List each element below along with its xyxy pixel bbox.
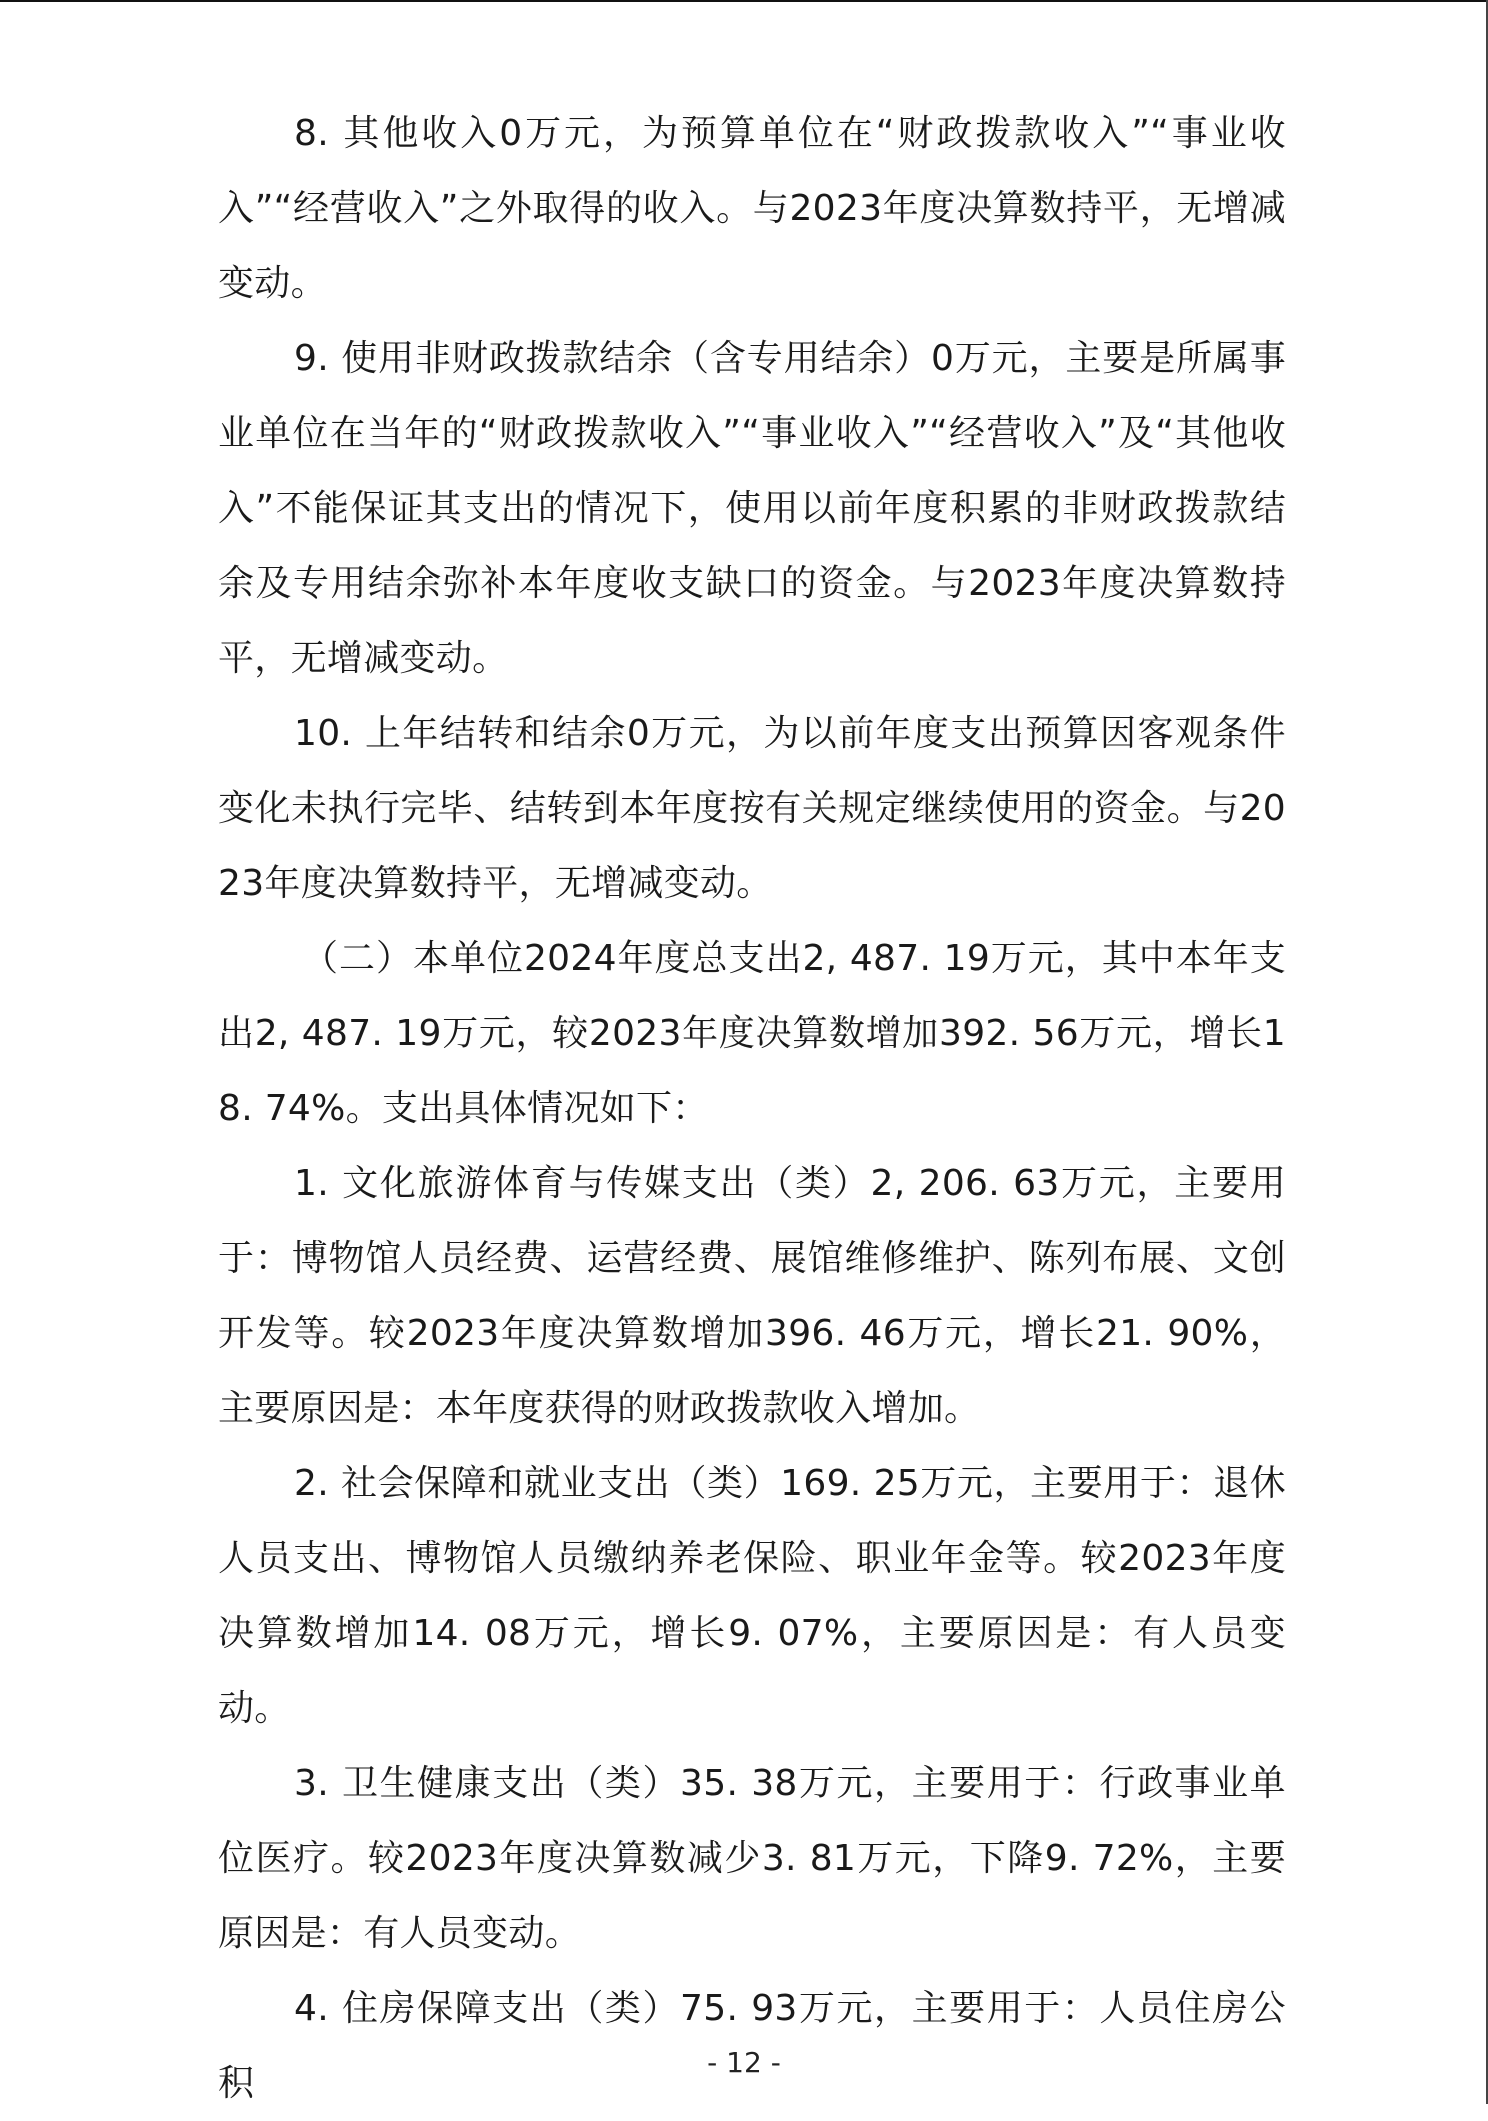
page-number: - 12 - — [707, 2046, 781, 2079]
paragraph-housing-expenditure: 4. 住房保障支出（类）75. 93万元，主要用于：人员住房公积 — [218, 1988, 1286, 2104]
paragraph-social-security-expenditure: 2. 社会保障和就业支出（类）169. 25万元，主要用于：退休人员支出、博物馆人员缴纳养老保险、职业年金等。较2023年度决算数增加14. 08万元，增长9. 07%，主要原因是：有人员变动。 — [218, 1463, 1286, 1729]
top-border-line — [0, 0, 1488, 2]
paragraph-culture-tourism-expenditure: 1. 文化旅游体育与传媒支出（类）2, 206. 63万元，主要用于：博物馆人员经费、运营经费、展馆维修维护、陈列布展、文创开发等。较2023年度决算数增加396. 46万元，增长21. 90%，主要原因是：本年度获得的财政拨款收入增加。 — [218, 1163, 1286, 1429]
paragraph-non-fiscal-balance: 9. 使用非财政拨款结余（含专用结余）0万元，主要是所属事业单位在当年的“财政拨款收入”“事业收入”“经营收入”及“其他收入”不能保证其支出的情况下，使用以前年度积累的非财政拨款结余及专用结余弥补本年度收支缺口的资金。与2023年度决算数持平，无增减变动。 — [218, 338, 1286, 679]
paragraph-other-income: 8. 其他收入0万元，为预算单位在“财政拨款收入”“事业收入”“经营收入”之外取得的收入。与2023年度决算数持平，无增减变动。 — [218, 113, 1286, 304]
paragraph-carryover-balance: 10. 上年结转和结余0万元，为以前年度支出预算因客观条件变化未执行完毕、结转到本年度按有关规定继续使用的资金。与2023年度决算数持平，无增减变动。 — [218, 713, 1286, 904]
paragraph-health-expenditure: 3. 卫生健康支出（类）35. 38万元，主要用于：行政事业单位医疗。较2023年度决算数减少3. 81万元，下降9. 72%，主要原因是：有人员变动。 — [218, 1763, 1286, 1954]
paragraph-total-expenditure: （二）本单位2024年度总支出2, 487. 19万元，其中本年支出2, 487. 19万元，较2023年度决算数增加392. 56万元，增长18. 74%。支出具体情况如下： — [218, 938, 1286, 1129]
document-body — [218, 96, 1286, 2121]
